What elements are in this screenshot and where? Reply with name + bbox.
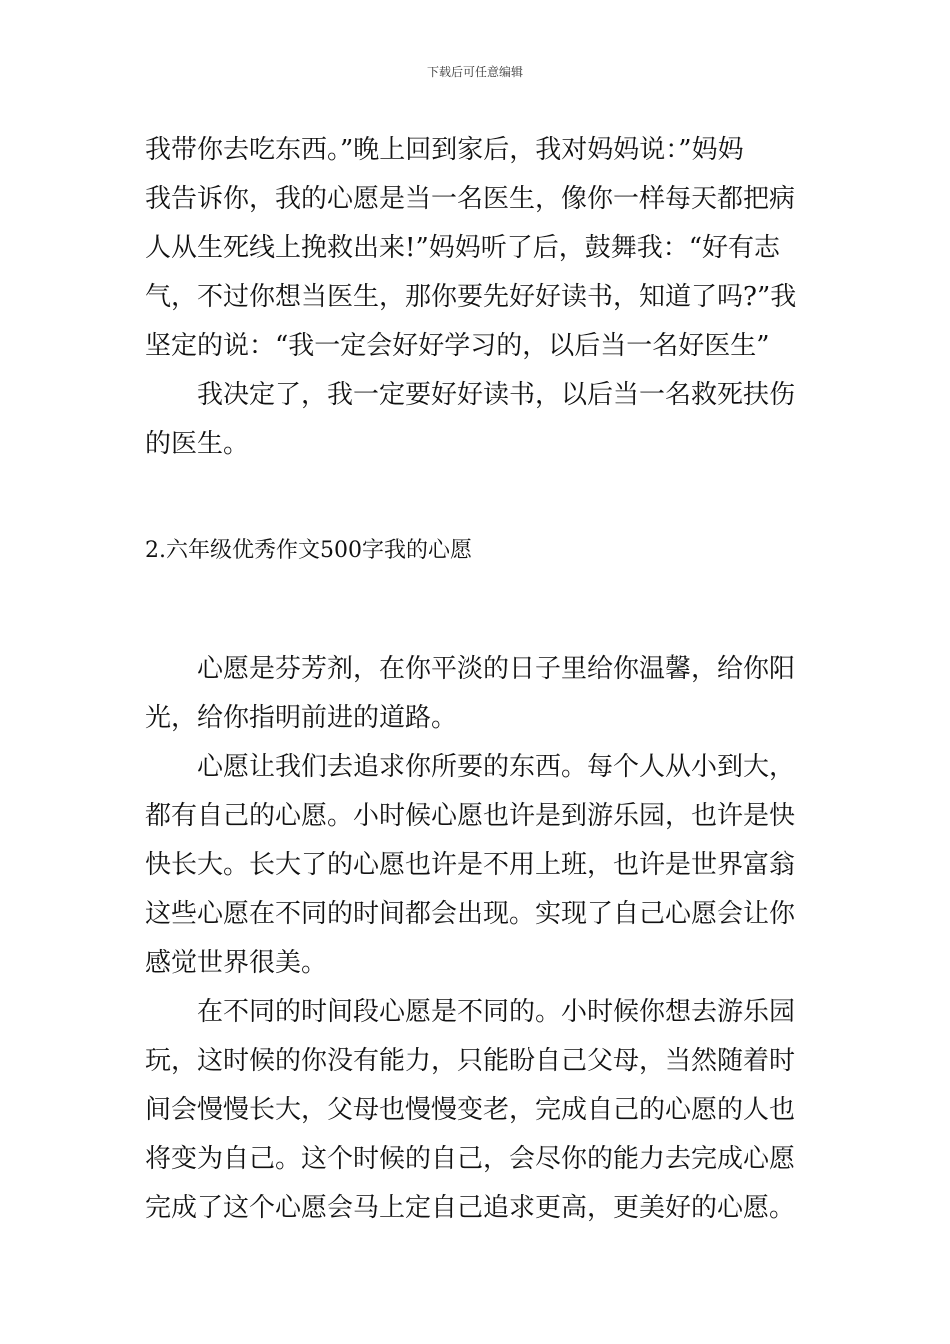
text-line: 心愿让我们去追求你所要的东西。每个人从小到大， [197,752,796,782]
paragraph [145,743,817,988]
paragraph [145,988,817,1233]
paragraph [145,645,817,743]
text-line: 在不同的时间段心愿是不同的。小时候你想去游乐园 [197,997,796,1027]
page-header: 下载后可任意编辑 [426,65,523,79]
text-line: 完成了这个心愿会马上定自己追求更高，更美好的心愿。 [145,1193,796,1223]
text-line: 坚定的说：“我一定会好好学习的，以后当一名好医生” [145,331,770,361]
text-line: 快长大。长大了的心愿也许是不用上班，也许是世界富翁 [145,850,796,880]
text-line: 都有自己的心愿。小时候心愿也许是到游乐园，也许是快 [145,801,796,831]
text-line: 心愿是芬芳剂，在你平淡的日子里给你温馨，给你阳 [197,654,796,684]
paragraph [145,371,817,469]
text-line: 这些心愿在不同的时间都会出现。实现了自己心愿会让你 [145,899,796,929]
paragraph [145,126,817,371]
text-line: 间会慢慢长大，父母也慢慢变老，完成自己的心愿的人也 [145,1095,796,1125]
text-line: 人从生死线上挽救出来!”妈妈听了后，鼓舞我：“好有志 [145,233,781,263]
document-body [145,126,817,1233]
text-line: 气，不过你想当医生，那你要先好好读书，知道了吗?”我 [145,282,797,312]
text-line: 玩，这时候的你没有能力，只能盼自己父母，当然随着时 [145,1046,796,1076]
text-line: 光，给你指明前进的道路。 [145,703,458,733]
text-line: 我带你去吃东西。”晚上回到家后，我对妈妈说：”妈妈 [145,135,744,165]
text-line: 感觉世界很美。 [145,948,328,978]
text-line: 我决定了，我一定要好好读书，以后当一名救死扶伤 [197,380,796,410]
text-line: 我告诉你，我的心愿是当一名医生，像你一样每天都把病 [145,184,796,214]
text-line: 的医生。 [145,429,250,459]
text-line: 将变为自己。这个时候的自己，会尽你的能力去完成心愿 [145,1144,796,1174]
section-heading: 2.六年级优秀作文500字我的心愿 [145,538,472,563]
